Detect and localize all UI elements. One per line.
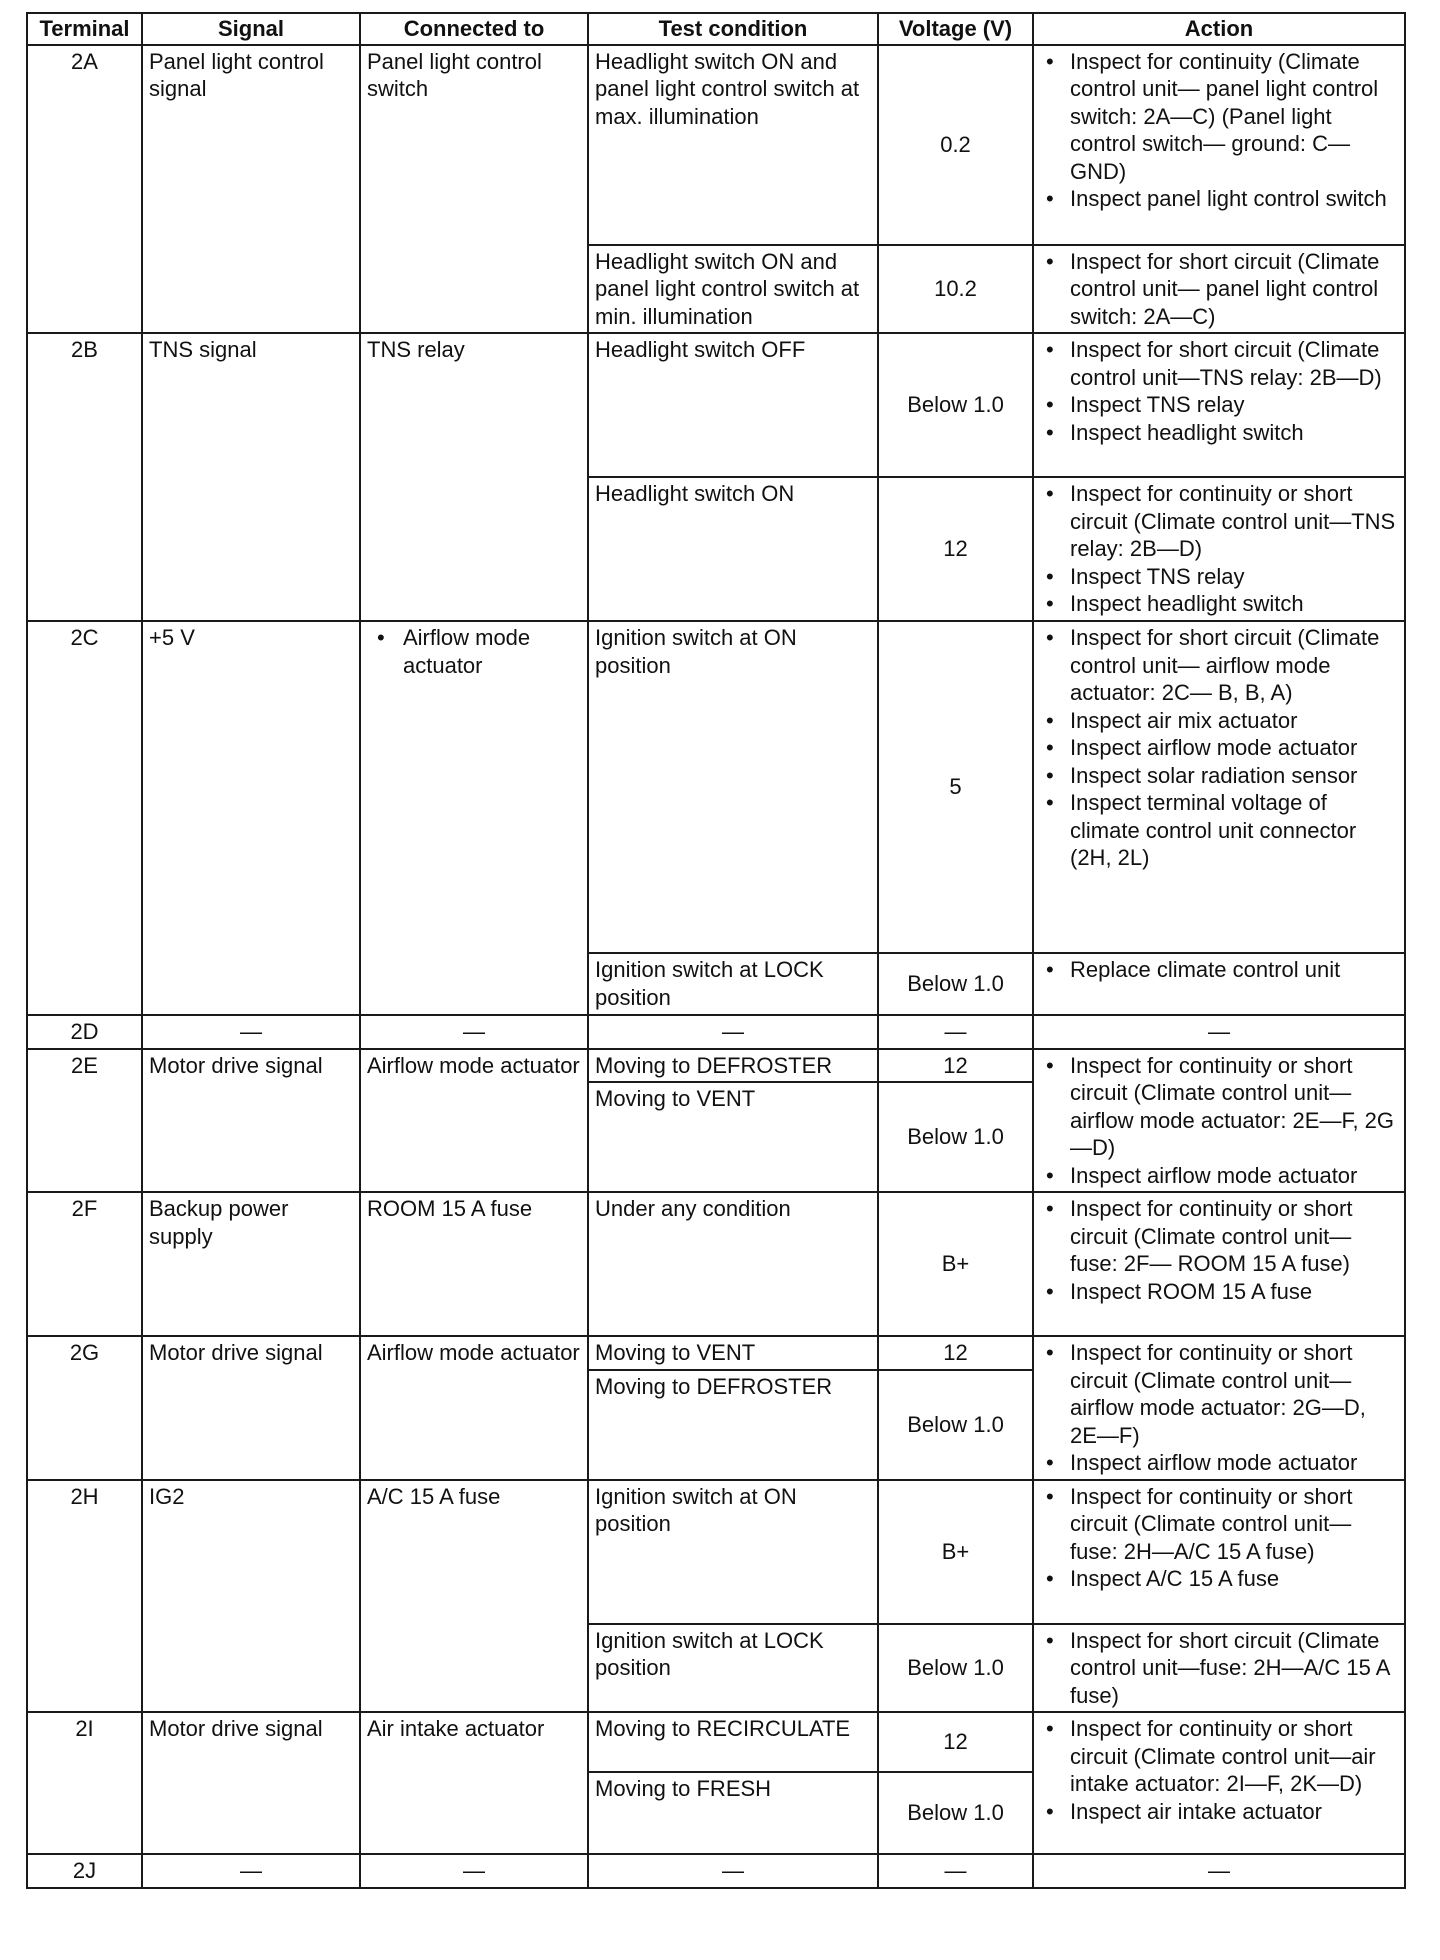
connected-cell: Airflow mode actuator [360, 1336, 588, 1480]
voltage-cell: B+ [878, 1192, 1033, 1336]
action-cell [1033, 953, 1405, 1015]
table-row [27, 621, 1405, 953]
table-row [27, 1712, 1405, 1772]
action-item: • Inspect panel light control switch [1070, 185, 1398, 213]
action-item: • Inspect for continuity or short circuit (Climate control unit—fuse: 2H—A/C 15 A fuse) [1070, 1483, 1398, 1566]
table-row [27, 333, 1405, 477]
test-condition-cell: Headlight switch ON and panel light control switch at max. illumination [588, 45, 878, 245]
test-condition-cell: Moving to VENT [588, 1082, 878, 1192]
action-item: • Inspect for continuity (Climate control unit— panel light control switch: 2A—C) (Panel light control switch— ground: C—GND) [1070, 48, 1398, 186]
action-item: • Inspect for continuity or short circuit (Climate control unit—air intake actuator: 2I—F, 2K—D) [1070, 1715, 1398, 1798]
connected-cell: Panel light control switch [360, 45, 588, 334]
action-item: • Inspect TNS relay [1070, 563, 1398, 591]
table-row [27, 1015, 1405, 1049]
terminal-voltage-table-page [26, 12, 1404, 1889]
voltage-cell: 0.2 [878, 45, 1033, 245]
action-item: • Inspect airflow mode actuator [1070, 734, 1398, 762]
action-cell [1033, 245, 1405, 334]
terminal-cell: 2B [27, 333, 142, 621]
header-action: Action [1033, 13, 1405, 45]
action-cell [1033, 477, 1405, 621]
terminal-cell: 2D [27, 1015, 142, 1049]
voltage-cell: 5 [878, 621, 1033, 953]
action-cell: — [1033, 1854, 1405, 1888]
test-condition-cell: Ignition switch at ON position [588, 1480, 878, 1624]
action-item: • Inspect for short circuit (Climate control unit—TNS relay: 2B—D) [1070, 336, 1398, 391]
test-condition-cell: — [588, 1854, 878, 1888]
action-item: • Inspect ROOM 15 A fuse [1070, 1278, 1398, 1306]
terminal-cell: 2A [27, 45, 142, 334]
test-condition-cell: Ignition switch at LOCK position [588, 953, 878, 1015]
test-condition-cell: Moving to DEFROSTER [588, 1049, 878, 1083]
action-item: • Inspect air intake actuator [1070, 1798, 1398, 1826]
action-item: • Inspect solar radiation sensor [1070, 762, 1398, 790]
signal-cell: Motor drive signal [142, 1712, 360, 1854]
action-item: • Inspect A/C 15 A fuse [1070, 1565, 1398, 1593]
test-condition-cell: Headlight switch OFF [588, 333, 878, 477]
test-condition-cell: Under any condition [588, 1192, 878, 1336]
action-item: • Inspect airflow mode actuator [1070, 1449, 1398, 1477]
action-item: • Inspect for continuity or short circuit (Climate control unit—fuse: 2F— ROOM 15 A fuse) [1070, 1195, 1398, 1278]
voltage-cell: Below 1.0 [878, 1624, 1033, 1713]
action-cell [1033, 1480, 1405, 1624]
voltage-cell: Below 1.0 [878, 333, 1033, 477]
voltage-cell: Below 1.0 [878, 1772, 1033, 1854]
voltage-cell: B+ [878, 1480, 1033, 1624]
signal-cell: Motor drive signal [142, 1049, 360, 1193]
action-cell [1033, 1192, 1405, 1336]
connected-cell: — [360, 1854, 588, 1888]
connected-cell: A/C 15 A fuse [360, 1480, 588, 1713]
header-row [27, 13, 1405, 45]
test-condition-cell: Moving to DEFROSTER [588, 1370, 878, 1480]
action-item: • Inspect for short circuit (Climate control unit— airflow mode actuator: 2C— B, B, A) [1070, 624, 1398, 707]
signal-cell: +5 V [142, 621, 360, 1015]
signal-cell: TNS signal [142, 333, 360, 621]
connected-cell: — [360, 1015, 588, 1049]
test-condition-cell: Ignition switch at ON position [588, 621, 878, 953]
voltage-cell: — [878, 1854, 1033, 1888]
table-row [27, 45, 1405, 245]
terminal-cell: 2H [27, 1480, 142, 1713]
test-condition-cell: Ignition switch at LOCK position [588, 1624, 878, 1713]
terminal-cell: 2E [27, 1049, 142, 1193]
test-condition-cell: — [588, 1015, 878, 1049]
action-item: • Inspect for continuity or short circuit (Climate control unit—airflow mode actuator: 2E—F, 2G—D) [1070, 1052, 1398, 1162]
table-row [27, 1192, 1405, 1336]
test-condition-cell: Moving to FRESH [588, 1772, 878, 1854]
terminal-cell: 2C [27, 621, 142, 1015]
table-row [27, 1854, 1405, 1888]
table-row [27, 1049, 1405, 1083]
signal-cell: IG2 [142, 1480, 360, 1713]
header-voltage: Voltage (V) [878, 13, 1033, 45]
terminal-cell: 2F [27, 1192, 142, 1336]
signal-cell: Motor drive signal [142, 1336, 360, 1480]
signal-cell: Panel light control signal [142, 45, 360, 334]
voltage-cell: 10.2 [878, 245, 1033, 334]
header-signal: Signal [142, 13, 360, 45]
voltage-cell: 12 [878, 1336, 1033, 1370]
action-item: • Inspect headlight switch [1070, 419, 1398, 447]
terminal-voltage-table [26, 12, 1406, 1889]
header-terminal: Terminal [27, 13, 142, 45]
voltage-cell: 12 [878, 477, 1033, 621]
signal-cell: — [142, 1015, 360, 1049]
action-cell: — [1033, 1015, 1405, 1049]
action-item: • Inspect for continuity or short circuit (Climate control unit—airflow mode actuator: 2G—D, 2E—F) [1070, 1339, 1398, 1449]
action-cell [1033, 1712, 1405, 1854]
action-cell [1033, 45, 1405, 245]
action-item: • Inspect for short circuit (Climate control unit— panel light control switch: 2A—C) [1070, 248, 1398, 331]
action-item: • Inspect for short circuit (Climate control unit—fuse: 2H—A/C 15 A fuse) [1070, 1627, 1398, 1710]
test-condition-cell: Headlight switch ON [588, 477, 878, 621]
test-condition-cell: Moving to RECIRCULATE [588, 1712, 878, 1772]
connected-cell [360, 621, 588, 1015]
terminal-cell: 2G [27, 1336, 142, 1480]
connected-cell: Airflow mode actuator [360, 1049, 588, 1193]
header-test-condition: Test condition [588, 13, 878, 45]
action-cell [1033, 1336, 1405, 1480]
action-cell [1033, 1049, 1405, 1193]
action-cell [1033, 333, 1405, 477]
action-item: • Inspect air mix actuator [1070, 707, 1398, 735]
action-item: • Inspect for continuity or short circuit (Climate control unit—TNS relay: 2B—D) [1070, 480, 1398, 563]
voltage-cell: Below 1.0 [878, 953, 1033, 1015]
action-cell [1033, 621, 1405, 953]
voltage-cell: 12 [878, 1712, 1033, 1772]
signal-cell: Backup power supply [142, 1192, 360, 1336]
action-cell [1033, 1624, 1405, 1713]
signal-cell: — [142, 1854, 360, 1888]
action-item: • Inspect terminal voltage of climate control unit connector (2H, 2L) [1070, 789, 1398, 872]
connected-cell: ROOM 15 A fuse [360, 1192, 588, 1336]
action-item: • Replace climate control unit [1070, 956, 1398, 984]
table-row [27, 1336, 1405, 1370]
connected-cell: TNS relay [360, 333, 588, 621]
connected-cell: Air intake actuator [360, 1712, 588, 1854]
action-item: • Inspect airflow mode actuator [1070, 1162, 1398, 1190]
action-item: • Inspect headlight switch [1070, 590, 1398, 618]
test-condition-cell: Moving to VENT [588, 1336, 878, 1370]
voltage-cell: — [878, 1015, 1033, 1049]
terminal-cell: 2I [27, 1712, 142, 1854]
terminal-cell: 2J [27, 1854, 142, 1888]
voltage-cell: 12 [878, 1049, 1033, 1083]
action-item: • Inspect TNS relay [1070, 391, 1398, 419]
voltage-cell: Below 1.0 [878, 1082, 1033, 1192]
table-row [27, 1480, 1405, 1624]
test-condition-cell: Headlight switch ON and panel light control switch at min. illumination [588, 245, 878, 334]
voltage-cell: Below 1.0 [878, 1370, 1033, 1480]
connected-item: • Airflow mode actuator [403, 624, 581, 679]
header-connected-to: Connected to [360, 13, 588, 45]
